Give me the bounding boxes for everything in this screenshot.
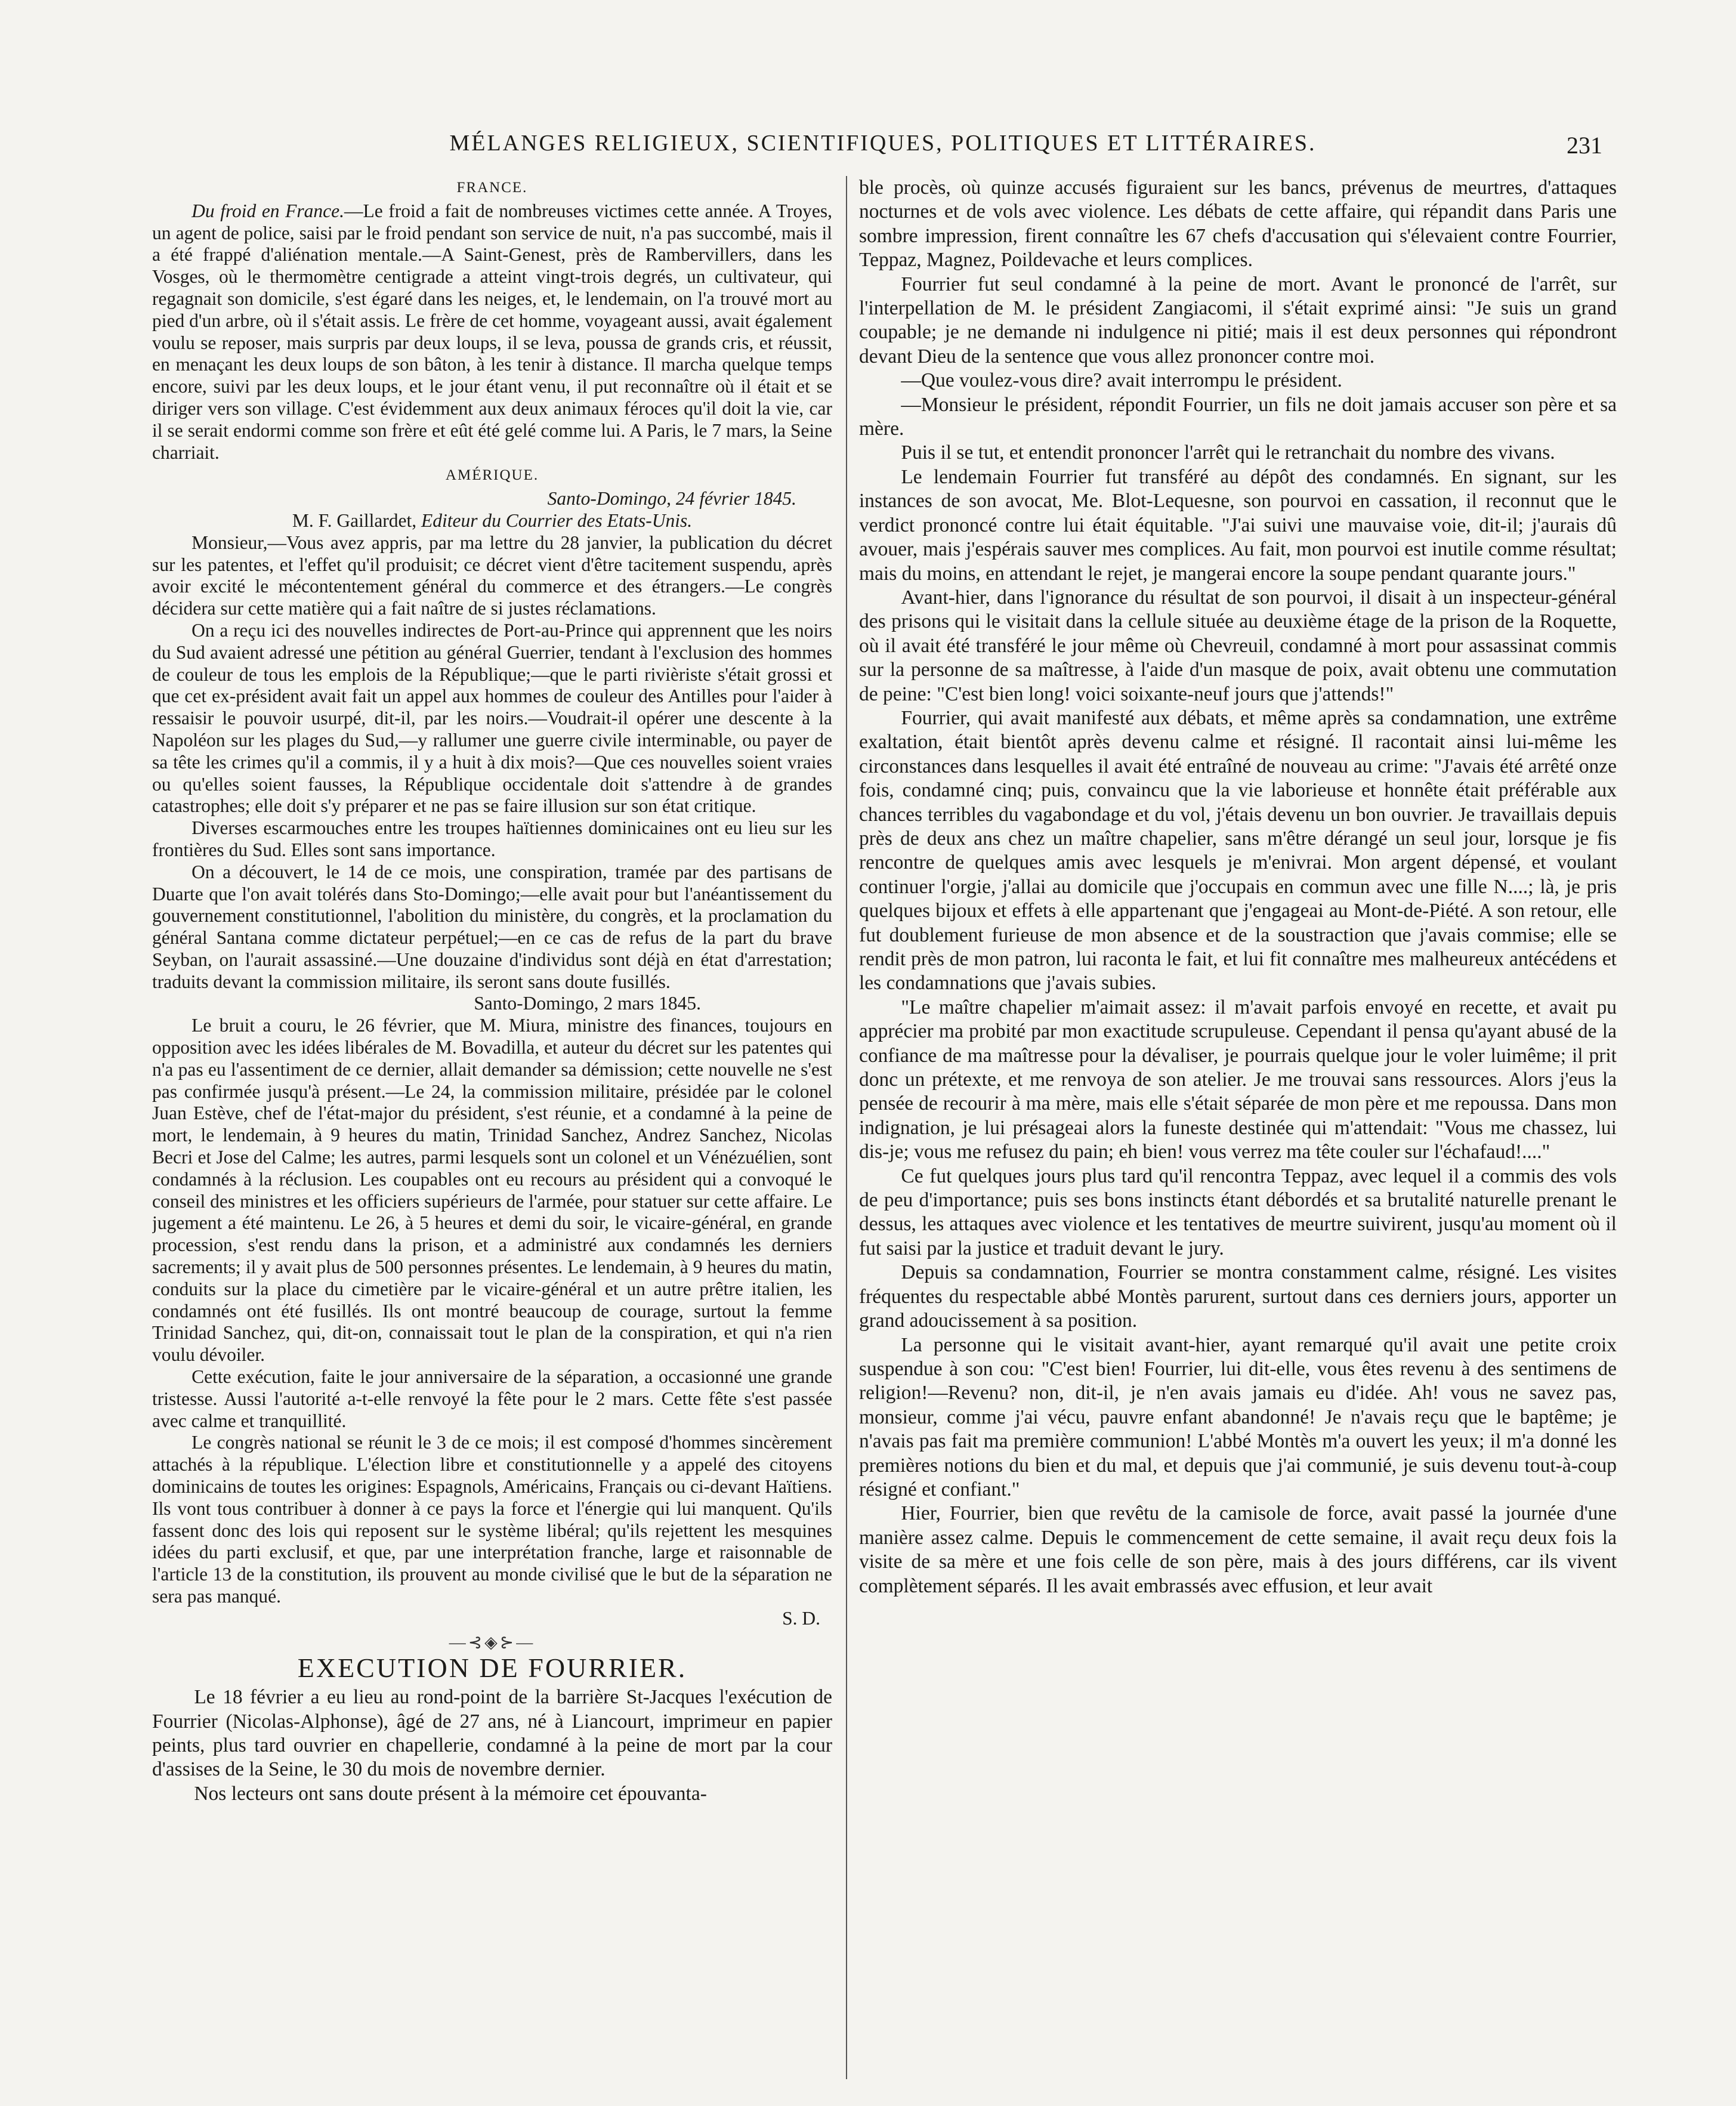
paragraph: Cette exécution, faite le jour anniversaire de la séparation, a occasionné une grande tristesse. Aussi l'autorité a-t-elle renvoyé la fête pour le 2 mars. Cette fête s'est passée avec calme et tranquillité. bbox=[152, 1366, 832, 1431]
ornamental-divider: —⊰◈⊱— bbox=[449, 1633, 536, 1652]
paragraph: On a reçu ici des nouvelles indirectes de Port-au-Prince qui apprennent que les noirs du Sud avaient adressé une pétition au général Guerrier, tendant à l'exclusion des hommes de couleur de tous les emplois de la République;—que le parti rivièriste s'était grossi et que cet ex-président avait fait un appel aux hommes de couleur des Antilles pour l'aider à ressaisir le pouvoir usurpé, dit-il, par les noirs.—Voudrait-il opérer une descente à la Napoléon sur les plages du Sud,—y rallumer une guerre civile interminable, ou payer de sa tête les crimes qu'il a commis, il y a huit à dix mois?—Que ces nouvelles soient vraies ou qu'elles soient fausses, la République occidentale doit s'attendre à de grandes catastrophes; elle doit s'y préparer et ne pas se faire illusion sur son état critique. bbox=[152, 619, 832, 817]
paragraph: Monsieur,—Vous avez appris, par ma lettre du 28 janvier, la publication du décret sur les patentes, et l'effet qu'il produisit; ce décret vient d'être tacitement suspendu, après avoir excité le mécontentement général du commerce et des étrangers.—Le congrès décidera sur cette matière qui a fait naître de si justes réclamations. bbox=[152, 532, 832, 619]
paragraph: Le 18 février a eu lieu au rond-point de la barrière St-Jacques l'exécution de Fourrier (Nicolas-Alphonse), âgé de 27 ans, né à Liancourt, imprimeur en papier peints, plus tard ouvrier en chapellerie, condamné à la peine de mort par la cour d'assises de la Seine, le 30 du mois de novembre dernier. bbox=[152, 1686, 832, 1781]
paragraph: Avant-hier, dans l'ignorance du résultat de son pourvoi, il disait à un inspecteur-général des prisons qui le visitait dans la cellule située au deuxième étage de la prison de la Roquette, où il avait été transféré le jour même où Chevreuil, condamné à mort pour assassinat commis sur la personne de sa maîtresse, à l'aide d'un masque de poix, avait obtenu une commutation de peine: "C'est bien long! voici soixante-neuf jours que j'attends!" bbox=[859, 586, 1617, 705]
paragraph: Nos lecteurs ont sans doute présent à la mémoire cet épouvanta- bbox=[194, 1782, 707, 1805]
addressee bbox=[152, 510, 832, 532]
paragraph: Ce fut quelques jours plus tard qu'il rencontra Teppaz, avec lequel il a commis des vols de peu d'importance; puis ses bons instincts étant débordés et sa brutalité naturelle prenant le dessus, les attaques avec violence et les tentatives de meurtre suivirent, jusqu'au moment où il fut saisi par la justice et traduit devant le jury. bbox=[859, 1165, 1617, 1259]
paragraph: Fourrier, qui avait manifesté aux débats, et même après sa condamnation, une extrême exaltation, était bientôt après devenu calme et résigné. Il racontait ainsi lui-même les circonstances dans lesquelles il avait été entraîné de nouveau au crime: "J'avais été arrêté onze fois, condamné cinq; puis, convaincu que la vie laborieuse et honnête était préférable aux chances terribles du vagabondage et du vol, j'étais devenu un bon ouvrier. Je travaillais depuis près de deux ans chez un maître chapelier, sans m'être dérangé un seul jour, lorsque je fis rencontre de quelques amis avec lesquels je m'enivrai. Mon argent dépensé, et voulant continuer l'orgie, j'allai au domicile que j'occupais en commun avec une fille N....; là, je pris quelques bijoux et effets à elle appartenant que j'engageai au Mont-de-Piété. A son retour, elle fut doublement furieuse de mon absence et de la soustraction que j'avais commise; elle se rendit près de mon patron, lui raconta le fait, et lui fit connaître mes malheureux antécédens et les condamnations que j'avais subies. bbox=[859, 706, 1617, 995]
dateline: Santo-Domingo, 2 mars 1845. bbox=[474, 993, 701, 1014]
section-label-amerique: AMÉRIQUE. bbox=[445, 467, 539, 484]
left-column bbox=[152, 176, 832, 2085]
signature: S. D. bbox=[782, 1607, 820, 1629]
france-text: —Le froid a fait de nombreuses victimes cette année. A Troyes, un agent de police, saisi par le froid pendant son service de nuit, n'a pas succombé, mais il a été frappé d'aliénation mentale.—A Saint-Genest, près de Rambervillers, dans les Vosges, où le thermomètre centigrade a atteint vingt-trois degrés, un cultivateur, qui regagnait son domicile, s'est égaré dans les neiges, et, le lendemain, on l'a trouvé mort au pied d'un arbre, où il s'était assis. Le frère de cet homme, voyageant aussi, avait également voulu se reposer, mais surpris par deux loups, il se leva, poussa de grands cris, et réussit, en menaçant les deux loups de son bâton, à les tenir à distance. Il marcha quelque temps encore, suivi par les deux loups, et le jour étant venu, il put reconnaître où il était et se diriger vers son village. C'est évidemment aux deux animaux féroces qu'il doit la vie, car il se serait endormi comme son frère et eût été gelé comme lui. A Paris, le 7 mars, la Seine charriait. bbox=[152, 200, 832, 463]
right-column bbox=[859, 176, 1617, 2085]
paragraph: Puis il se tut, et entendit prononcer l'arrêt qui le retranchait du nombre des vivans. bbox=[901, 441, 1555, 464]
paragraph: —Que voulez-vous dire? avait interrompu le président. bbox=[901, 369, 1342, 392]
dateline: Santo-Domingo, 24 février 1845. bbox=[547, 488, 796, 509]
addressee-title: Editeur du Courrier des Etats-Unis. bbox=[421, 509, 693, 531]
paragraph: Hier, Fourrier, bien que revêtu de la camisole de force, avait passé la journée d'une manière assez calme. Depuis le commencement de cette semaine, il avait reçu deux fois la visite de sa mère et une fois celle de son père, mais à des jours différens, car ils vivent complètement séparés. Il les avait embrassés avec effusion, et leur avait bbox=[859, 1502, 1617, 1597]
france-article bbox=[152, 200, 832, 464]
paragraph: "Le maître chapelier m'aimait assez: il m'avait parfois envoyé en recette, et avait pu apprécier ma probité par mon exactitude scrupuleuse. Cependant il pensa qu'ayant abusé de la confiance de ma maîtresse pour la dévaliser, je pourrais quelque jour le voler luimême; il prit donc un prétexte, et me renvoya de son atelier. Je me trouvai sans ressources. Alors j'eus la pensée de recourir à ma mère, mais elle s'était séparée de mon père et me repoussa. Dans mon indignation, je lui présageai alors la funeste destinée qui m'attendait: "Vous me chassez, lui dis-je; vous me refusez du pain; eh bien! vous verrez ma tête couler sur l'échafaud!...." bbox=[859, 996, 1617, 1163]
paragraph: Fourrier fut seul condamné à la peine de mort. Avant le prononcé de l'arrêt, sur l'interpellation de M. le président Zangiacomi, il s'était exprimé ainsi: "Je suis un grand coupable; je ne demande ni indulgence ni pitié; mais il est deux personnes qui répondront devant Dieu de la sentence que vous allez prononcer contre moi. bbox=[859, 273, 1617, 368]
paragraph: On a découvert, le 14 de ce mois, une conspiration, tramée par des partisans de Duarte que l'on avait tolérés dans Sto-Domingo;—elle avait pour but l'anéantissement du gouvernement constitutionnel, l'abolition du ministère, du congrès, et la proclamation du général Santana comme dictateur perpétuel;—en ce cas de refus de la part du brave Seyban, on l'aurait assassiné.—Une douzaine d'individus sont déjà en état d'arrestation; traduits devant la commission militaire, ils seront sans doute fusillés. bbox=[152, 861, 832, 992]
paragraph: Le congrès national se réunit le 3 de ce mois; il est composé d'hommes sincèrement attachés à la république. L'élection libre et constitutionnelle y a appelé des citoyens dominicains de toutes les origines: Espagnols, Américains, Français ou ci-devant Haïtiens. Ils vont tous contribuer à donner à ce pays la force et l'énergie qui lui manquent. Qu'ils fassent donc des lois qui reposent sur le système libéral; qu'ils rejettent les mesquines idées du parti exclusif, et que, par une interprétation franche, large et raisonnable de l'article 13 de la constitution, ils prouvent au monde civilisé que le but de la séparation ne sera pas manqué. bbox=[152, 1432, 832, 1607]
france-lead-title: Du froid en France. bbox=[191, 200, 344, 221]
paragraph: Le bruit a couru, le 26 février, que M. Miura, ministre des finances, toujours en opposition avec les idées libérales de M. Bovadilla, et auteur du décret sur les patentes qui n'a pas eu l'assentiment de ce dernier, allait demander sa démission; cette nouvelle ne s'est pas confirmée jusqu'à présent.—Le 24, la commission militaire, présidée par le colonel Juan Estève, chef de l'état-major du président, s'est réunie, et a condamné à la peine de mort, le lendemain, à 9 heures du matin, Trinidad Sanchez, Andrez Sanchez, Nicolas Becri et Jose del Calme; les autres, parmi lesquels sont un colonel et un Vénézuélien, sont condamnés à la réclusion. Les coupables ont eu recours au président qui a convoqué le conseil des ministres et les officiers supérieurs de l'armée, pour statuer sur cette affaire. Le jugement a été maintenu. Le 26, à 5 heures et demi du soir, le vicaire-général, en grande procession, s'est rendu dans la prison, et a administré aux condamnés les derniers sacrements; il y avait plus de 500 personnes présentes. Le lendemain, à 9 heures du matin, conduits sur la place du cimetière par le vicaire-général et un autre prêtre italien, les condamnés ont été fusillés. Ils ont montré beaucoup de courage, surtout la femme Trinidad Sanchez, qui, dit-on, connaissait tout le plan de la conspiration, et qui n'a rien voulu dévoiler. bbox=[152, 1015, 832, 1366]
section-label-france: FRANCE. bbox=[456, 180, 528, 196]
paragraph: ble procès, où quinze accusés figuraient sur les bancs, prévenus de meurtres, d'attaques nocturnes et de vols avec violence. Les débats de cette affaire, qui répandit dans Paris une sombre impression, firent connaître les 67 chefs d'accusation qui s'élevaient contre Fourrier, Teppaz, Magnez, Poildevache et leurs complices. bbox=[859, 177, 1617, 271]
paragraph: Depuis sa condamnation, Fourrier se montra constamment calme, résigné. Les visites fréquentes du respectable abbé Montès parurent, surtout dans ces derniers jours, apporter un grand adoucissement à sa position. bbox=[859, 1261, 1617, 1332]
paragraph: —Monsieur le président, répondit Fourrier, un fils ne doit jamais accuser son père et sa mère. bbox=[859, 393, 1617, 440]
column-divider bbox=[846, 176, 847, 2079]
paragraph: Le lendemain Fourrier fut transféré au dépôt des condamnés. En signant, sur les instances de son avocat, Me. Blot-Lequesne, son pourvoi en cassation, il reconnut que le verdict prononcé contre lui était équitable. "J'ai suivi une mauvaise voie, dit-il; j'aurais dû avouer, mais j'espérais sauver mes complices. Au fait, mon pourvoi est inutile comme résultat; mais du moins, en attendant le rejet, je mangerai encore la soupe pendant quarante jours." bbox=[859, 465, 1617, 585]
page-number: 231 bbox=[1567, 132, 1602, 159]
paragraph: La personne qui le visitait avant-hier, ayant remarqué qu'il avait une petite croix suspendue à son cou: "C'est bien! Fourrier, lui dit-elle, vous êtes revenu à des sentimens de religion!—Revenu? non, dit-il, je n'en avais jamais eu d'idée. Ah! vous ne savez pas, monsieur, comme j'ai vécu, pauvre enfant abandonné! Je n'avais reçu que le baptême; je n'avais pas fait ma première communion! L'abbé Montès m'a ouvert les yeux; il m'a donné les premières notions du bien et du mal, et depuis que j'ai communié, je suis devenu tout-à-coup résigné et confiant." bbox=[859, 1333, 1617, 1500]
running-title: MÉLANGES RELIGIEUX, SCIENTIFIQUES, POLITIQUES ET LITTÉRAIRES. bbox=[449, 131, 1317, 156]
paragraph: Diverses escarmouches entre les troupes haïtiennes dominicaines ont eu lieu sur les frontières du Sud. Elles sont sans importance. bbox=[152, 817, 832, 860]
addressee-name: M. F. Gaillardet, bbox=[292, 509, 417, 531]
article-title: EXECUTION DE FOURRIER. bbox=[297, 1653, 687, 1684]
